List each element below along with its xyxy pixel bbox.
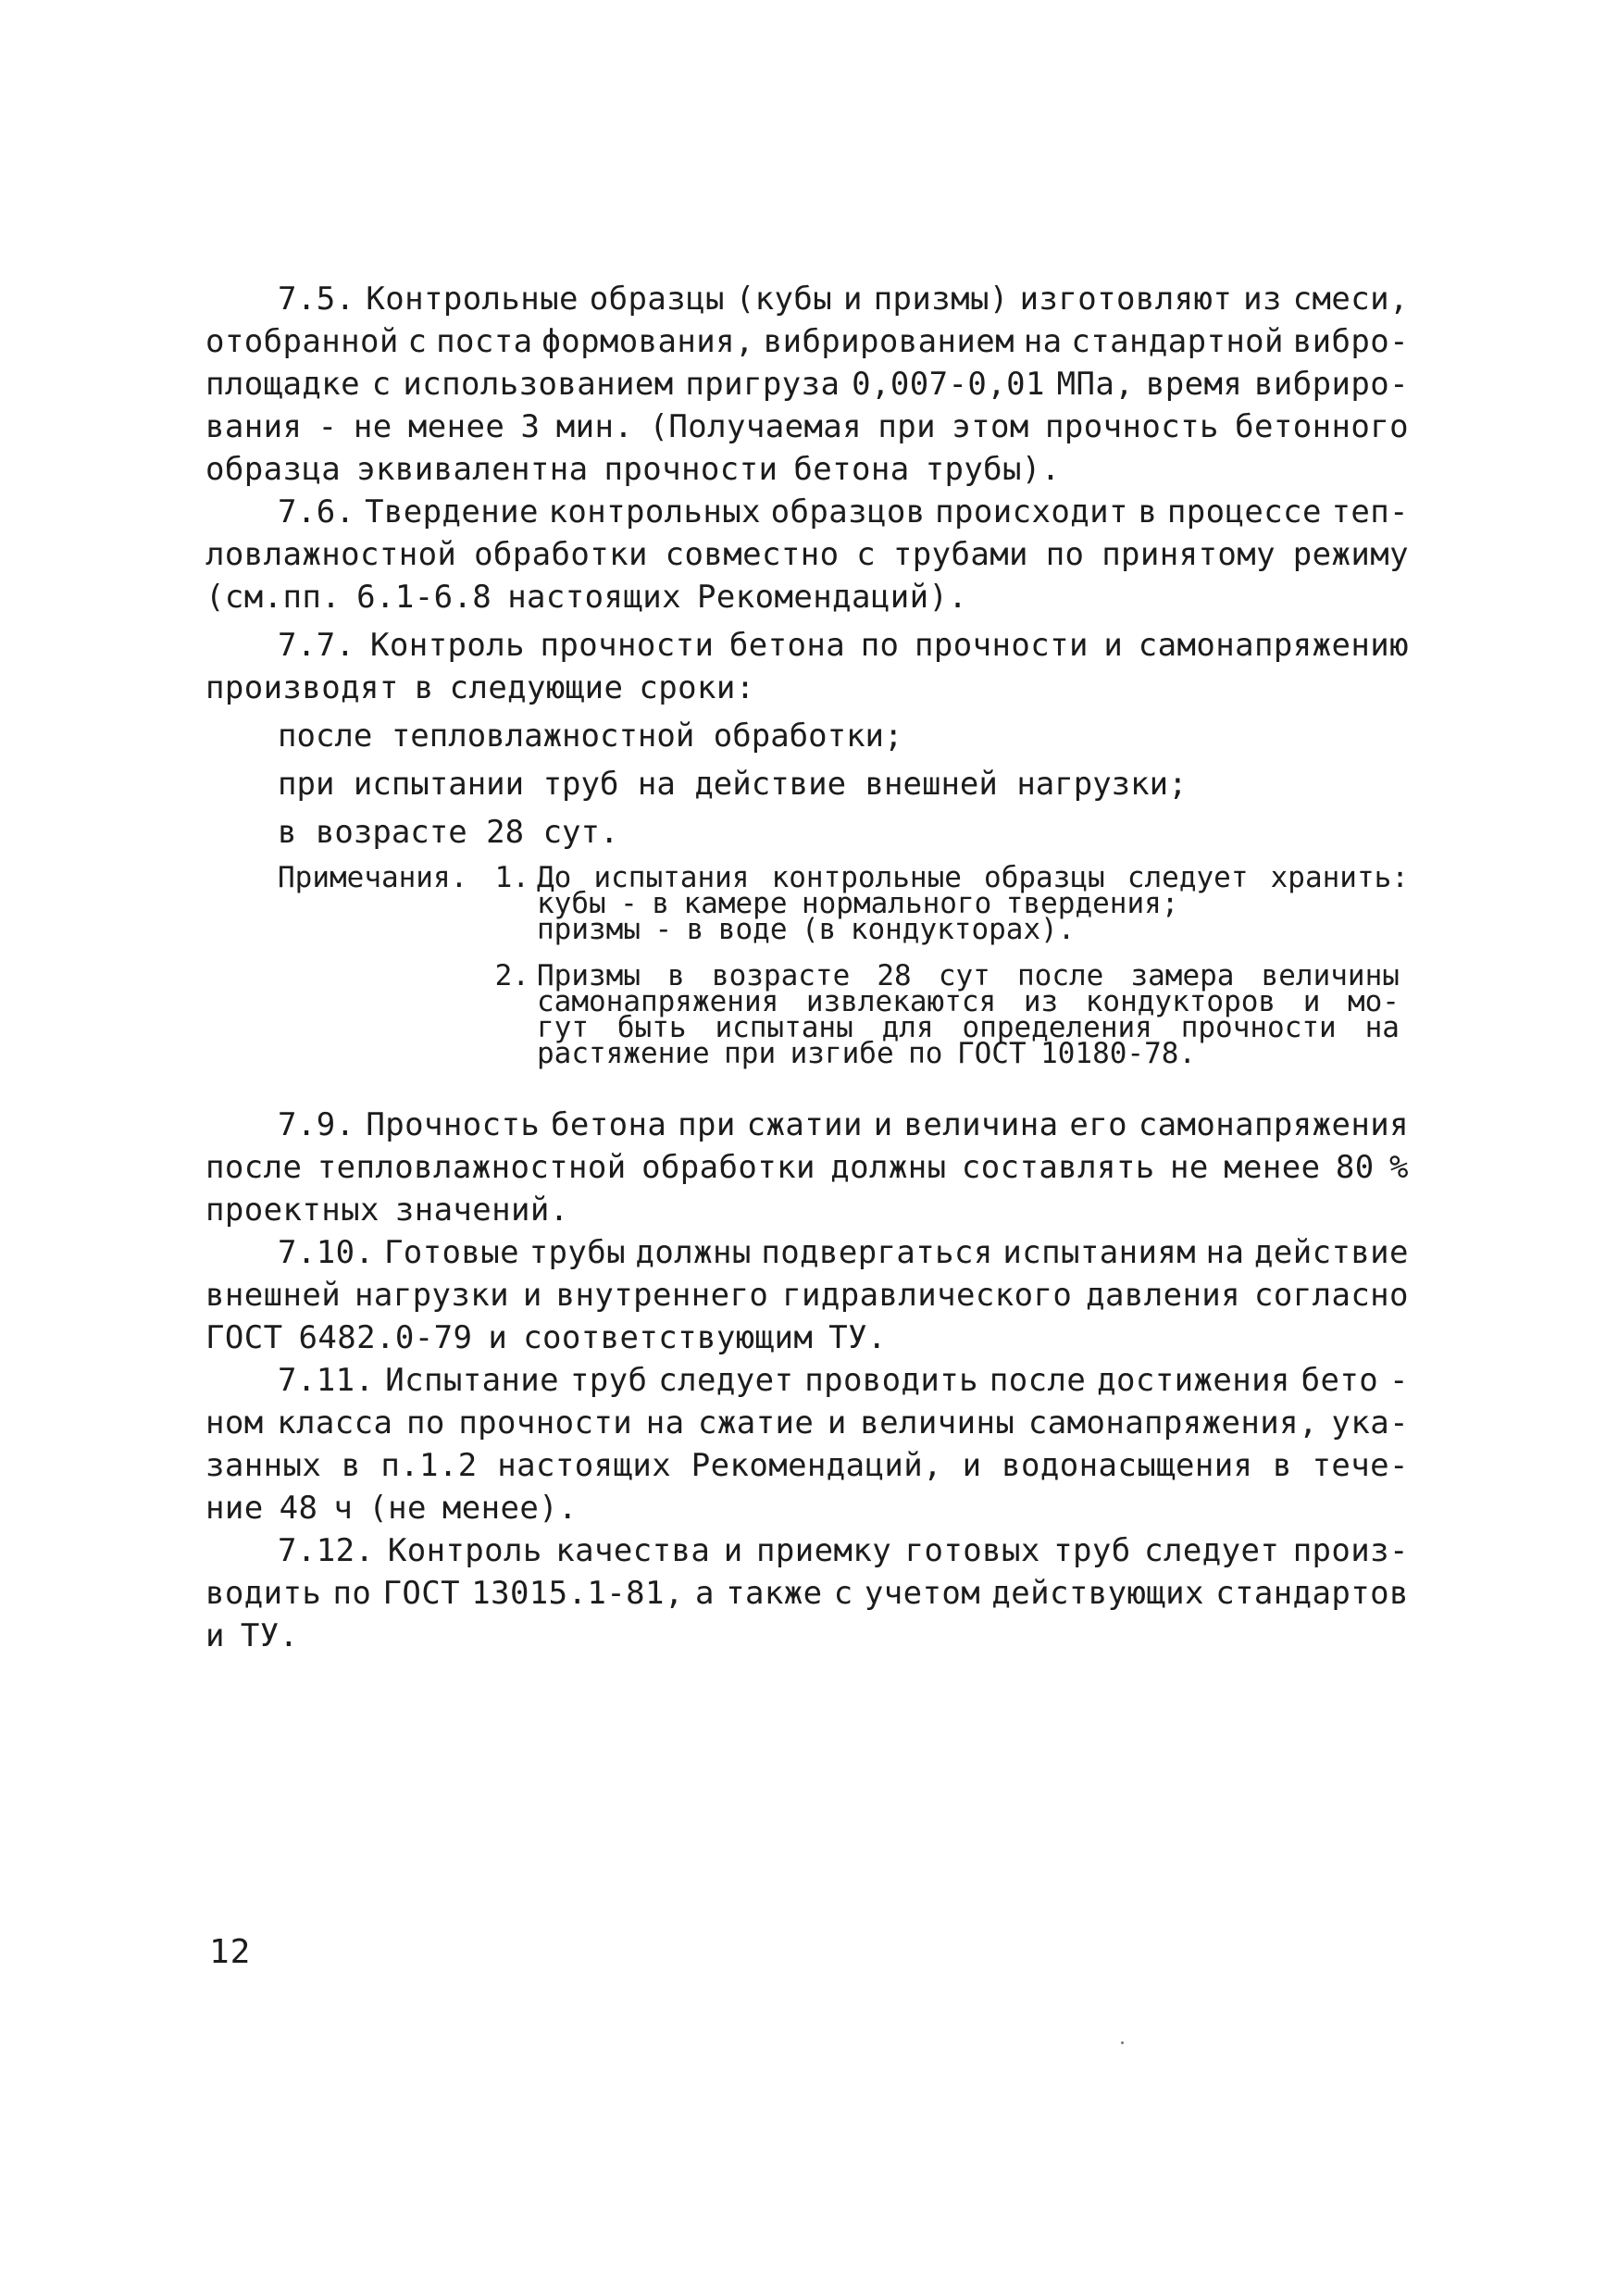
word: не bbox=[1169, 1149, 1209, 1186]
word: и bbox=[723, 1532, 743, 1569]
word: приемку bbox=[756, 1532, 892, 1569]
word: 7.6. bbox=[278, 493, 355, 530]
word: Испытание bbox=[385, 1362, 560, 1399]
word: теп- bbox=[1331, 493, 1409, 530]
word: образцы bbox=[984, 861, 1105, 894]
word: тече- bbox=[1312, 1447, 1409, 1484]
word: Твердение bbox=[365, 493, 539, 530]
word: прочности bbox=[540, 627, 715, 664]
text-line bbox=[205, 1189, 1409, 1231]
paragraph-7-9 bbox=[205, 1104, 1409, 1231]
text-line bbox=[205, 320, 1409, 363]
word: самонапряжению bbox=[1138, 627, 1409, 664]
word: менее). bbox=[442, 1490, 578, 1527]
word: 80 bbox=[1335, 1149, 1375, 1186]
word: для bbox=[881, 1011, 934, 1044]
word: сроки: bbox=[639, 669, 755, 706]
text-line bbox=[205, 1615, 1409, 1657]
list-item: после тепловлажностной обработки; bbox=[278, 718, 903, 755]
paragraph-7-7 bbox=[205, 624, 1409, 709]
word: изгибе bbox=[790, 1037, 894, 1070]
text-line bbox=[205, 1444, 1409, 1487]
word: ние bbox=[205, 1490, 264, 1527]
word: стандартной bbox=[1071, 323, 1284, 360]
word: призмы bbox=[537, 913, 641, 946]
word: с bbox=[856, 536, 877, 573]
text-line bbox=[205, 1402, 1409, 1444]
word: До bbox=[537, 861, 572, 894]
word: образцов bbox=[770, 493, 926, 530]
word: быть bbox=[616, 1011, 687, 1044]
note-number: 1. bbox=[494, 861, 529, 894]
paragraph-7-5 bbox=[205, 278, 1409, 491]
word: образцы bbox=[589, 281, 725, 318]
word: вибриро- bbox=[1254, 366, 1409, 403]
word: бетона bbox=[551, 1106, 667, 1143]
word: камере bbox=[683, 887, 788, 920]
word: готовых bbox=[904, 1532, 1040, 1569]
document-body bbox=[205, 278, 1409, 1657]
word: обработки bbox=[641, 1149, 815, 1186]
word: труб bbox=[569, 1362, 648, 1399]
word: подвергаться bbox=[761, 1234, 993, 1271]
word: в bbox=[1138, 493, 1158, 530]
text-line bbox=[205, 576, 1409, 618]
word: этом bbox=[952, 408, 1029, 445]
word: самонапряжения, bbox=[1027, 1404, 1318, 1441]
word: ГОСТ bbox=[956, 1037, 1027, 1070]
word: кондукторов bbox=[1085, 985, 1276, 1018]
text-line bbox=[205, 278, 1409, 320]
word: действие bbox=[1253, 1234, 1409, 1271]
word: произ- bbox=[1292, 1532, 1409, 1569]
word: трубы). bbox=[925, 451, 1061, 488]
word: также bbox=[726, 1575, 823, 1612]
word: режиму bbox=[1292, 536, 1409, 573]
word: соответствующим bbox=[523, 1319, 814, 1356]
text-line bbox=[205, 363, 1409, 406]
text-line bbox=[205, 1104, 1409, 1146]
word: согласно bbox=[1253, 1277, 1409, 1314]
word: проектных bbox=[205, 1192, 380, 1229]
word: % bbox=[1389, 1149, 1409, 1186]
notes-section bbox=[205, 861, 1409, 1070]
word: вибро- bbox=[1292, 323, 1409, 360]
word: настоящих bbox=[507, 579, 682, 616]
word: прочности bbox=[1180, 1011, 1337, 1044]
word: по bbox=[332, 1575, 372, 1612]
word: ГОСТ bbox=[205, 1319, 283, 1356]
word: следует bbox=[1144, 1532, 1280, 1569]
scan-speck bbox=[1121, 2041, 1124, 2044]
word: замера bbox=[1130, 959, 1235, 992]
word: ч bbox=[333, 1490, 354, 1527]
word: ном bbox=[205, 1404, 264, 1441]
word: водить bbox=[205, 1575, 322, 1612]
word: п.1.2 bbox=[380, 1447, 478, 1484]
text-line bbox=[205, 1274, 1409, 1316]
text-line bbox=[205, 1529, 1409, 1572]
word: величины bbox=[860, 1404, 1015, 1441]
word: при bbox=[678, 1106, 736, 1143]
word: труб bbox=[1053, 1532, 1131, 1569]
word: ука- bbox=[1331, 1404, 1409, 1441]
word: смеси, bbox=[1292, 281, 1409, 318]
word: и bbox=[827, 1404, 847, 1441]
word: вибрированием bbox=[763, 323, 1015, 360]
word: гут bbox=[537, 1011, 589, 1044]
list-item: при испытании труб на действие внешней нагрузки; bbox=[278, 766, 1188, 803]
note-2 bbox=[205, 959, 1409, 1070]
word: самонапряжения bbox=[537, 985, 779, 1018]
word: прочность bbox=[1045, 408, 1219, 445]
word: и bbox=[842, 281, 863, 318]
note-line bbox=[537, 913, 1409, 946]
word: в bbox=[686, 913, 704, 946]
word: должны bbox=[830, 1149, 947, 1186]
word: 6.1-6.8 bbox=[356, 579, 492, 616]
page-number: 12 bbox=[209, 1933, 252, 1971]
word: и bbox=[488, 1319, 508, 1356]
word: 7.10. bbox=[278, 1234, 375, 1271]
word: МПа, bbox=[1056, 366, 1135, 403]
word: проводить bbox=[804, 1362, 979, 1399]
word: бетона bbox=[793, 451, 910, 488]
word: сжатие bbox=[698, 1404, 815, 1441]
word: 13015.1-81, bbox=[471, 1575, 684, 1612]
word: и bbox=[962, 1447, 982, 1484]
word: Готовые bbox=[383, 1234, 520, 1271]
word: ТУ. bbox=[828, 1319, 887, 1356]
word: нормального bbox=[801, 887, 992, 920]
word: на bbox=[1023, 323, 1063, 360]
word: сжатии bbox=[746, 1106, 863, 1143]
word: образца bbox=[205, 451, 342, 488]
word: твердения; bbox=[1005, 887, 1179, 920]
text-line bbox=[205, 1316, 1409, 1359]
word: 7.7. bbox=[278, 627, 355, 664]
word: Рекомендаций). bbox=[697, 579, 968, 616]
word: площадке bbox=[205, 366, 360, 403]
word: с bbox=[371, 366, 392, 403]
word: кондукторах). bbox=[850, 913, 1076, 946]
word: сут bbox=[938, 959, 990, 992]
word: мо- bbox=[1347, 985, 1400, 1018]
word: величины bbox=[1261, 959, 1400, 992]
word: контрольные bbox=[771, 861, 962, 894]
note-number: 2. bbox=[494, 959, 529, 992]
word: настоящих bbox=[497, 1447, 672, 1484]
word: на bbox=[1364, 1011, 1400, 1044]
word: значений. bbox=[394, 1192, 569, 1229]
notes-label: Примечания. bbox=[278, 861, 468, 894]
word: занных bbox=[205, 1447, 322, 1484]
word: 7.11. bbox=[278, 1362, 375, 1399]
word: из bbox=[1023, 985, 1059, 1018]
word: величина bbox=[903, 1106, 1059, 1143]
word: 10180-78. bbox=[1040, 1037, 1197, 1070]
word: в bbox=[1273, 1447, 1292, 1484]
word: обработки bbox=[474, 536, 648, 573]
paragraph-7-10 bbox=[205, 1231, 1409, 1359]
word: в bbox=[667, 959, 685, 992]
word: кубы bbox=[537, 887, 606, 920]
word: Призмы bbox=[537, 959, 641, 992]
word: испытаниям bbox=[1002, 1234, 1197, 1271]
word: происходит bbox=[935, 493, 1128, 530]
text-line bbox=[205, 624, 1409, 667]
word: в bbox=[341, 1447, 361, 1484]
word: с bbox=[833, 1575, 853, 1612]
word: следующие bbox=[449, 669, 624, 706]
word: и bbox=[205, 1617, 225, 1654]
text-line bbox=[205, 448, 1409, 491]
word: гидравлического bbox=[782, 1277, 1073, 1314]
word: трубами bbox=[892, 536, 1028, 573]
word: давления bbox=[1086, 1277, 1241, 1314]
word: вания bbox=[205, 408, 303, 445]
word: и bbox=[873, 1106, 893, 1143]
text-line bbox=[205, 667, 1409, 709]
word: прочности bbox=[458, 1404, 633, 1441]
word: при bbox=[724, 1037, 777, 1070]
paragraph-7-11 bbox=[205, 1359, 1409, 1529]
word: качества bbox=[555, 1532, 711, 1569]
word: изготовляют bbox=[1019, 281, 1233, 318]
word: (не bbox=[368, 1490, 427, 1527]
word: внутреннего bbox=[555, 1277, 769, 1314]
word: процессе bbox=[1166, 493, 1322, 530]
text-line bbox=[205, 406, 1409, 448]
text-line bbox=[205, 1487, 1409, 1529]
word: (Получаемая bbox=[649, 408, 863, 445]
word: ТУ. bbox=[240, 1617, 299, 1654]
word: на bbox=[1205, 1234, 1245, 1271]
word: отобранной bbox=[205, 323, 399, 360]
word: - bbox=[654, 913, 673, 946]
word: прочности bbox=[604, 451, 778, 488]
word: менее bbox=[407, 408, 505, 445]
word: стандартов bbox=[1215, 1575, 1409, 1612]
word: следует bbox=[658, 1362, 794, 1399]
word: формования, bbox=[541, 323, 754, 360]
word: контрольных bbox=[548, 493, 762, 530]
word: совместно bbox=[665, 536, 840, 573]
word: призмы) bbox=[873, 281, 1009, 318]
note-line bbox=[537, 1037, 1400, 1070]
word: и bbox=[1103, 627, 1124, 664]
word: время bbox=[1145, 366, 1243, 403]
word: бетона bbox=[728, 627, 846, 664]
word: - bbox=[317, 408, 338, 445]
word: - bbox=[620, 887, 638, 920]
word: водонасыщения bbox=[1002, 1447, 1253, 1484]
word: Контроль bbox=[370, 627, 525, 664]
word: нагрузки bbox=[355, 1277, 509, 1314]
word: принятому bbox=[1101, 536, 1276, 573]
word: в bbox=[414, 669, 434, 706]
word: 0,007-0,01 bbox=[852, 366, 1045, 403]
word: извлекаются bbox=[805, 985, 997, 1018]
word: испытаны bbox=[715, 1011, 853, 1044]
word: эквивалентна bbox=[356, 451, 589, 488]
word: 28 bbox=[877, 959, 912, 992]
word: после bbox=[989, 1362, 1087, 1399]
word: и bbox=[1302, 985, 1321, 1018]
text-line bbox=[205, 1359, 1409, 1402]
word: 7.5. bbox=[278, 281, 355, 318]
word: его bbox=[1069, 1106, 1127, 1143]
text-line bbox=[205, 1146, 1409, 1189]
word: самонапряжения bbox=[1138, 1106, 1409, 1143]
paragraph-7-6 bbox=[205, 491, 1409, 618]
word: не bbox=[353, 408, 392, 445]
word: с bbox=[407, 323, 428, 360]
word: 7.12. bbox=[278, 1532, 375, 1569]
text-line bbox=[205, 1572, 1409, 1615]
word: - bbox=[1389, 1362, 1409, 1399]
word: Контрольные bbox=[366, 281, 579, 318]
word: класса bbox=[277, 1404, 393, 1441]
word: бето bbox=[1301, 1362, 1379, 1399]
word: испытания bbox=[593, 861, 750, 894]
word: производят bbox=[205, 669, 399, 706]
text-line bbox=[205, 533, 1409, 576]
word: достижения bbox=[1097, 1362, 1290, 1399]
word: 3 bbox=[520, 408, 541, 445]
word: (см.пп. bbox=[205, 579, 342, 616]
word: и bbox=[522, 1277, 542, 1314]
word: по bbox=[405, 1404, 445, 1441]
word: тепловлажностной bbox=[317, 1149, 627, 1186]
word: внешней bbox=[205, 1277, 342, 1314]
word: прочности bbox=[914, 627, 1089, 664]
word: ГОСТ bbox=[382, 1575, 460, 1612]
text-line bbox=[205, 491, 1409, 533]
word: после bbox=[205, 1149, 303, 1186]
word: по bbox=[860, 627, 900, 664]
word: менее bbox=[1224, 1149, 1321, 1186]
word: трубы bbox=[529, 1234, 626, 1271]
word: определения bbox=[962, 1011, 1152, 1044]
word: из bbox=[1243, 281, 1282, 318]
word: следует bbox=[1126, 861, 1249, 894]
word: Прочность bbox=[366, 1106, 541, 1143]
word: действующих bbox=[991, 1575, 1204, 1612]
word: 7.9. bbox=[278, 1106, 355, 1143]
word: по bbox=[908, 1037, 943, 1070]
word: растяжение bbox=[537, 1037, 710, 1070]
word: воде bbox=[717, 913, 788, 946]
word: хранить: bbox=[1270, 861, 1409, 894]
word: (в bbox=[801, 913, 837, 946]
note-1 bbox=[205, 861, 1409, 946]
word: по bbox=[1045, 536, 1085, 573]
word: пригруза bbox=[685, 366, 840, 403]
word: учетом bbox=[864, 1575, 981, 1612]
text-line bbox=[205, 1231, 1409, 1274]
word: составлять bbox=[961, 1149, 1155, 1186]
word: (кубы bbox=[735, 281, 833, 318]
word: Контроль bbox=[387, 1532, 542, 1569]
word: Рекомендаций, bbox=[691, 1447, 943, 1484]
word: при bbox=[877, 408, 936, 445]
list-item: в возрасте 28 сут. bbox=[278, 814, 619, 851]
paragraph-7-12 bbox=[205, 1529, 1409, 1657]
word: мин. bbox=[555, 408, 634, 445]
word: а bbox=[695, 1575, 715, 1612]
word: 48 bbox=[279, 1490, 318, 1527]
word: использованием bbox=[403, 366, 674, 403]
word: возрасте bbox=[711, 959, 851, 992]
word: бетонного bbox=[1235, 408, 1409, 445]
word: должны bbox=[635, 1234, 752, 1271]
word: ловлажностной bbox=[205, 536, 457, 573]
word: на bbox=[645, 1404, 685, 1441]
word: после bbox=[1017, 959, 1104, 992]
word: в bbox=[652, 887, 669, 920]
inspection-terms-list bbox=[205, 715, 1409, 854]
word: 6482.0-79 bbox=[298, 1319, 473, 1356]
word: поста bbox=[436, 323, 533, 360]
